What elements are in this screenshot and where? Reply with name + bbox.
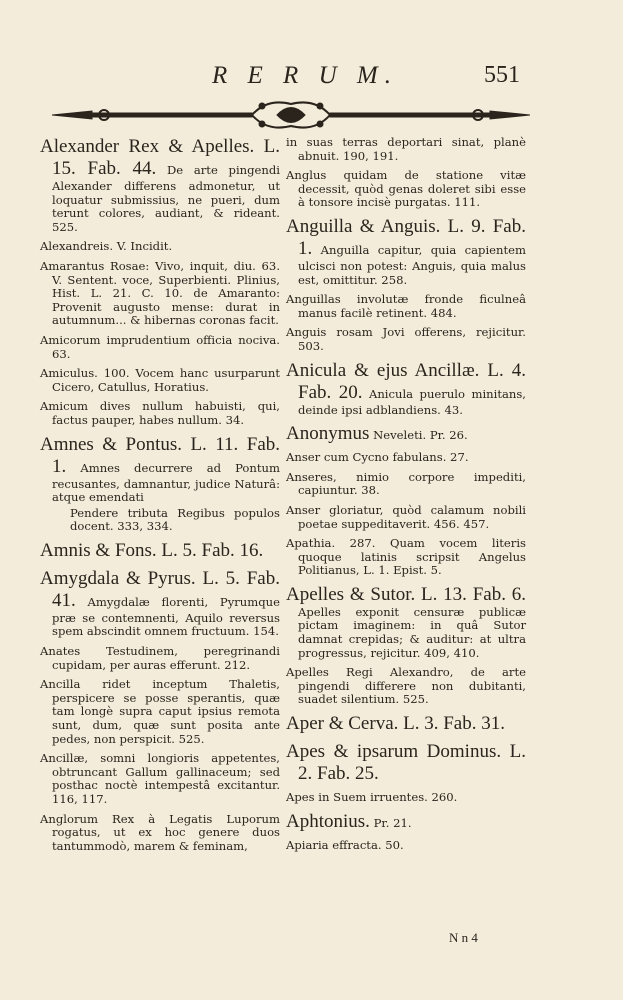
entry-heading: Apes & ipsarum Dominus. L. 2. Fab. 25. — [286, 741, 526, 785]
entry-heading: Apelles & Sutor. L. 13. Fab. 6. — [286, 583, 526, 605]
index-heading-entry — [286, 216, 526, 287]
decorative-ornament-icon — [52, 98, 530, 132]
entry-body: Apelles exponit censuræ publicæ pictam imaginem: in quâ Sutor damnat crepidas; & auditur: at ultra progressus, rejicitur. 409, 410. — [298, 604, 526, 660]
entry-heading: Alexander Rex & Apelles. L. 15. Fab. 44. — [40, 136, 280, 179]
index-entry: Apiaria effracta. 50. — [286, 837, 404, 852]
right-column — [286, 136, 526, 858]
signature-mark: N n 4 — [449, 930, 478, 945]
entry-heading: Amnes & Pontus. L. 11. Fab. 1. — [40, 433, 280, 477]
index-heading-entry — [286, 741, 526, 785]
entry-body: Pr. 21. — [373, 815, 412, 830]
index-entry: Apathia. 287. Quam vocem literis quoque latinis scripsit Angelus Politianus, L. 1. Epist. 5. — [286, 536, 526, 578]
index-heading-entry — [286, 360, 526, 418]
index-entry: Ancillæ, somni longioris appetentes, obtruncant Gallum gallinaceum; sed posthac noctè intempestâ excitantur. 116, 117. — [40, 751, 280, 806]
entry-heading: Anguilla & Anguis. L. 9. Fab. 1. — [286, 215, 526, 259]
index-entry: Anates Testudinem, peregrinandi cupidam, per auras efferunt. 212. — [40, 644, 280, 672]
index-heading-entry — [286, 584, 526, 660]
entry-body: Anguilla capitur, quia capientem ulcisci non potest: Anguis, quia malus est, omittitur. 258. — [298, 242, 526, 287]
running-head — [0, 62, 623, 102]
index-entry: Anser cum Cycno fabulans. 27. — [286, 450, 469, 465]
entry-heading: Amnis & Fons. L. 5. Fab. 16. — [40, 539, 264, 561]
running-title: R E R U M. — [212, 62, 398, 89]
index-heading-entry — [286, 423, 526, 445]
index-entry: Alexandreis. V. Incidit. — [40, 239, 173, 254]
entry-heading: Anicula & ejus Ancillæ. L. 4. Fab. 20. — [286, 359, 526, 403]
index-entry: Anglus quidam de statione vitæ decessit, quòd genas doleret sibi esse à tonsore incisè purgatas. 111. — [286, 168, 526, 210]
entry-body: De arte pingendi Alexander differens admonetur, ut loquatur submissius, ne pueri, dum terunt colores, audiant, & rideant. 525. — [52, 163, 280, 234]
entry-heading: Aphtonius. — [286, 810, 370, 832]
index-entry: in suas terras deportari sinat, planè abnuit. 190, 191. — [286, 135, 526, 163]
index-heading-entry — [40, 568, 280, 639]
index-entry: Anglorum Rex à Legatis Luporum rogatus, ut ex hoc genere duos tantummodò, marem & feminam, — [40, 811, 280, 853]
index-entry: Ancilla ridet inceptum Thaletis, perspicere se posse sperantis, quæ tam longè supra caput ipsius remota sunt, dum, quæ sunt posita ante pedes, non perspicit. 525. — [40, 677, 280, 746]
index-entry: Amicum dives nullum habuisti, qui, factus pauper, habes nullum. 34. — [40, 399, 280, 427]
page-number: 551 — [484, 62, 520, 88]
entry-body: Amygdalæ florenti, Pyrumque præ se contemnenti, Aquilo reversus spem abscindit omnem fructuum. 154. — [52, 594, 281, 639]
index-heading-entry — [286, 713, 526, 735]
entry-heading: Amygdala & Pyrus. L. 5. Fab. 41. — [40, 567, 280, 611]
index-entry: Amicorum imprudentium officia nociva. 63. — [40, 332, 280, 361]
entry-body: Amnes decurrere ad Pontum recusantes, damnantur, judice Naturâ: atque emendati — [52, 460, 280, 505]
index-entry: Anseres, nimio corpore impediti, capiuntur. 38. — [286, 469, 526, 498]
index-heading-entry — [40, 540, 280, 562]
index-heading-entry — [286, 811, 526, 833]
entry-body: Neveleti. Pr. 26. — [373, 428, 468, 443]
index-entry: Anser gloriatur, quòd calamum nobili poetae suppeditaverit. 456. 457. — [286, 502, 526, 531]
index-entry: Apelles Regi Alexandro, de arte pingendi differere non dubitanti, suadet silentium. 525. — [286, 665, 526, 707]
entry-heading: Anonymus — [286, 423, 370, 445]
left-column — [40, 136, 280, 859]
index-entry: Anguillas involutæ fronde ficulneâ manus facilè retinent. 484. — [286, 292, 526, 320]
index-heading-entry — [40, 434, 280, 505]
entry-heading: Aper & Cerva. L. 3. Fab. 31. — [286, 713, 505, 735]
entry-body: Anicula puerulo minitans, deinde ipsi adblandiens. 43. — [298, 386, 526, 417]
index-entry: Amiculus. 100. Vocem hanc usurparunt Cicero, Catullus, Horatius. — [40, 366, 280, 394]
verse-line: Pendere tributa Regibus populos docent. 333, 334. — [70, 505, 280, 534]
index-heading-entry — [40, 136, 280, 234]
index-entry: Amarantus Rosae: Vivo, inquit, diu. 63. V. Sentent. voce, Superbienti. Plinius, Hist. L. 21. C. 10. de Amaranto: Provenit augusto mense: durat in autumnum... & hibernas coronas facit. — [40, 258, 280, 328]
index-entry: Anguis rosam Jovi offerens, rejicitur. 503. — [286, 325, 526, 353]
index-entry: Apes in Suem irruentes. 260. — [286, 790, 458, 805]
